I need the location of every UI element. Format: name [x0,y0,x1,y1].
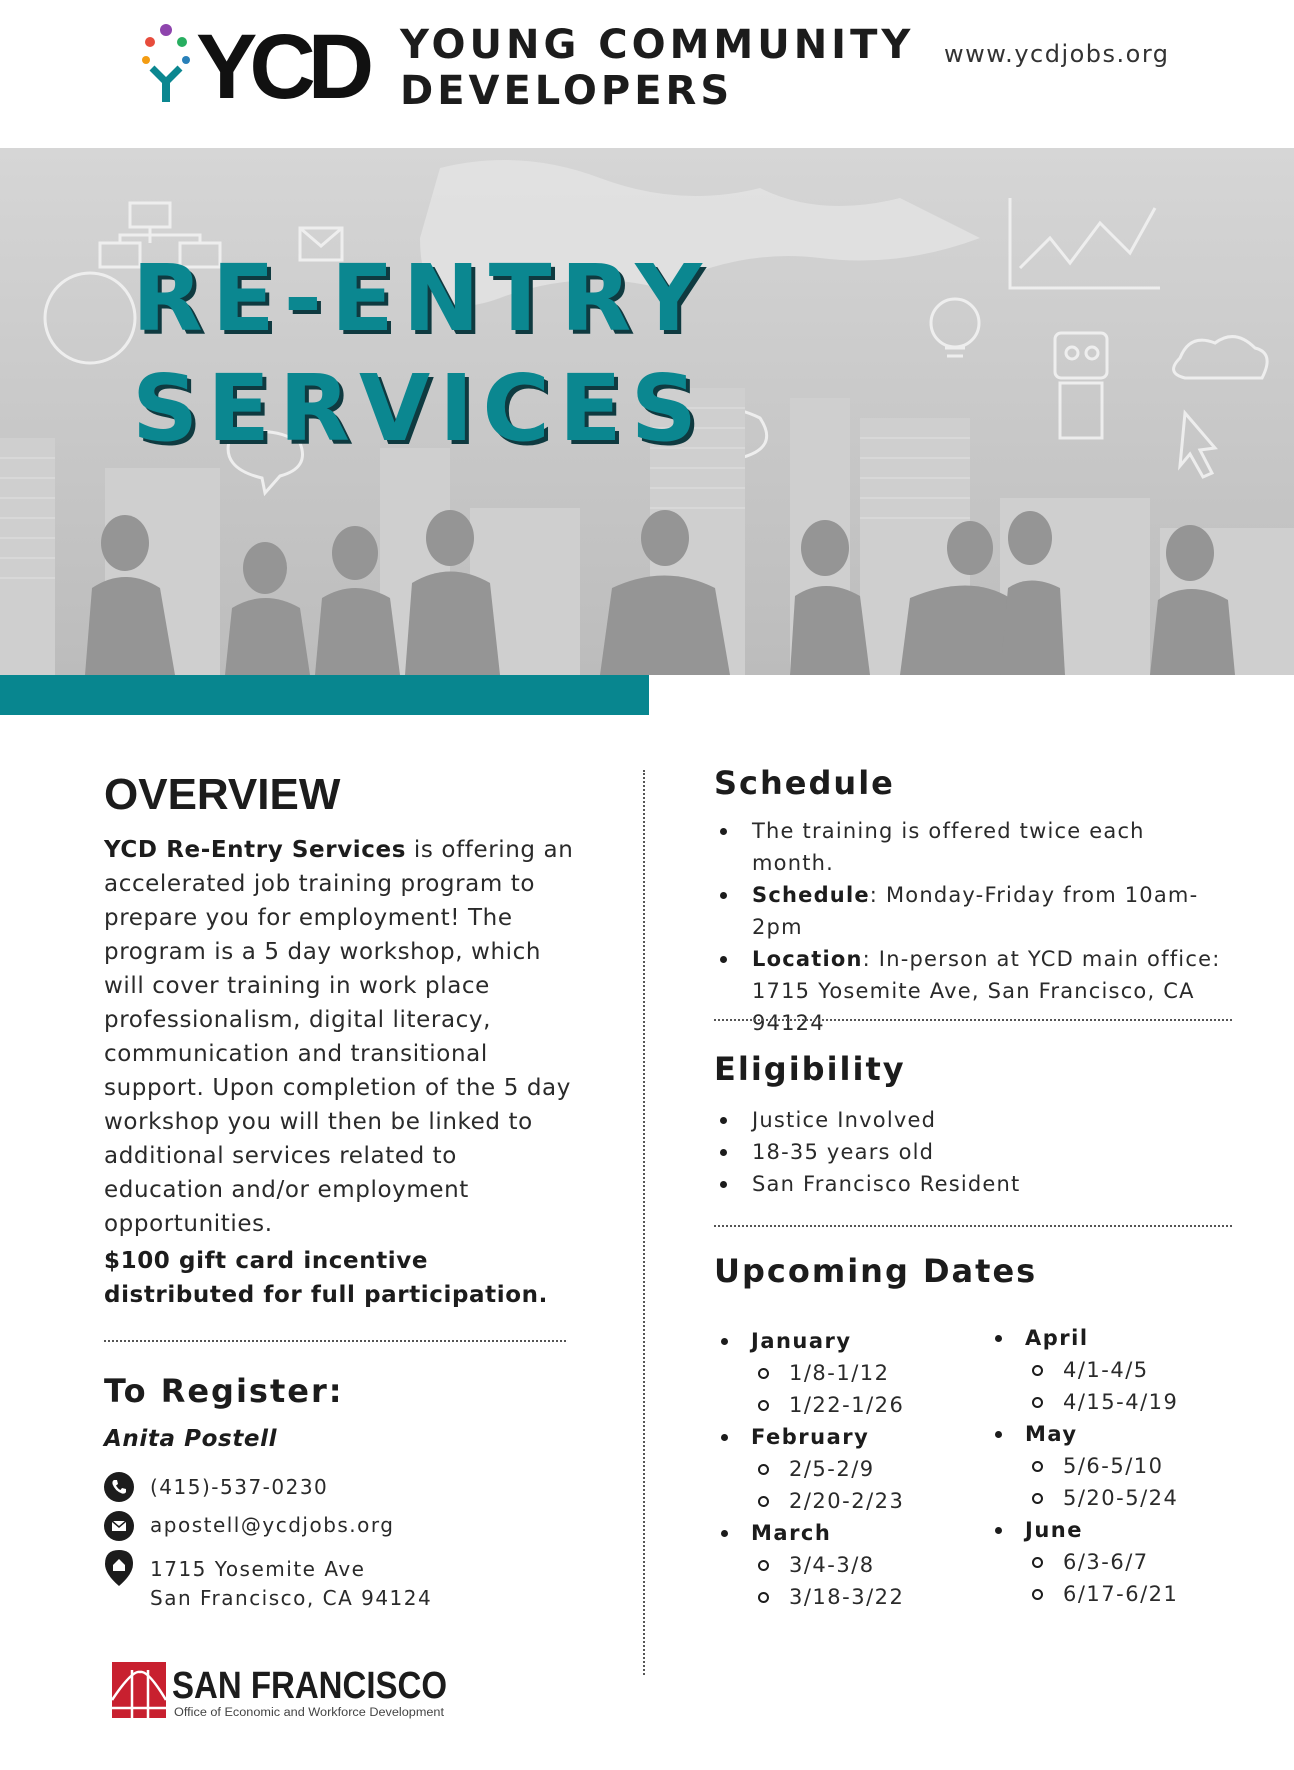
brand-name [400,22,914,114]
schedule-item-frequency: The training is offered twice each month. [714,815,1234,879]
register-heading: To Register: [104,1372,344,1410]
date-range: 5/20-5/24 [990,1482,1178,1514]
date-range: 3/18-3/22 [716,1581,904,1613]
eligibility-item: Justice Involved [714,1104,1234,1136]
date-range: 4/1-4/5 [990,1354,1178,1386]
contact-email[interactable]: apostell@ycdjobs.org [150,1513,395,1537]
right-dotted-divider-2 [714,1225,1232,1227]
ycd-logo-text: YCD [196,16,367,118]
san-francisco-oewd-logo [112,1660,452,1722]
month-group-june [990,1514,1178,1610]
contact-name: Anita Postell [104,1426,278,1452]
ycd-logo [138,16,388,118]
incentive-note: $100 gift card incentive distributed for full participation. [104,1248,548,1308]
contact-phone[interactable]: (415)-537-0230 [150,1475,329,1499]
right-dotted-divider-1 [714,1019,1232,1021]
schedule-list [714,815,1234,1039]
date-range: 5/6-5/10 [990,1450,1178,1482]
eligibility-heading: Eligibility [714,1050,906,1088]
month-name: March [716,1517,904,1549]
month-name: May [990,1418,1178,1450]
address-line-1: 1715 Yosemite Ave [150,1557,366,1581]
month-group-february [716,1421,904,1517]
schedule-item-location: Location: In-person at YCD main office: 1715 Yosemite Ave, San Francisco, CA 94124 [714,943,1234,1039]
hero-title-line-2: SERVICES [132,355,707,462]
month-name: June [990,1514,1178,1546]
sf-logo-title: SAN FRANCISCO [172,1665,447,1707]
date-range: 6/17-6/21 [990,1578,1178,1610]
address-line-2: San Francisco, CA 94124 [150,1586,433,1610]
overview-heading: OVERVIEW [104,770,341,819]
date-range: 3/4-3/8 [716,1549,904,1581]
date-range: 4/15-4/19 [990,1386,1178,1418]
schedule-heading: Schedule [714,764,895,802]
sf-logo-subtitle: Office of Economic and Workforce Development [174,1707,445,1719]
hero-title-line-1: RE-ENTRY [132,245,711,352]
column-divider [643,770,645,1675]
brand-line-1: YOUNG COMMUNITY [400,22,915,68]
schedule-item-hours: Schedule: Monday-Friday from 10am-2pm [714,879,1234,943]
date-range: 1/8-1/12 [716,1357,904,1389]
contact-address [150,1555,432,1613]
month-name: January [716,1325,904,1357]
overview-body: is offering an accelerated job training program to prepare you for employment! The program is a 5 day workshop, which will cover training in work place professionalism, digital literacy, communication and transitional support. Upon completion of the 5 day workshop you will then be linked to additional services related to education and/or employment opportunities. [104,837,574,1237]
left-dotted-divider [104,1340,566,1342]
eligibility-item: San Francisco Resident [714,1168,1234,1200]
date-range: 6/3-6/7 [990,1546,1178,1578]
location-pin-icon [104,1550,134,1586]
month-group-may [990,1418,1178,1514]
upcoming-dates-heading: Upcoming Dates [714,1252,1038,1290]
email-icon [104,1511,134,1541]
brand-line-2: DEVELOPERS [400,68,734,114]
month-name: February [716,1421,904,1453]
overview-paragraph [104,833,574,1241]
date-range: 2/20-2/23 [716,1485,904,1517]
month-group-april [990,1322,1178,1418]
overview-lead-bold: YCD Re-Entry Services [104,837,406,863]
month-group-march [716,1517,904,1613]
eligibility-item: 18-35 years old [714,1136,1234,1168]
phone-icon [104,1472,134,1502]
date-range: 1/22-1/26 [716,1389,904,1421]
eligibility-list [714,1104,1234,1200]
month-name: April [990,1322,1178,1354]
website-url[interactable]: www.ycdjobs.org [944,40,1170,68]
ycd-logo-mark [142,24,190,102]
teal-accent-bar [0,675,649,715]
date-range: 2/5-2/9 [716,1453,904,1485]
month-group-january [716,1325,904,1421]
